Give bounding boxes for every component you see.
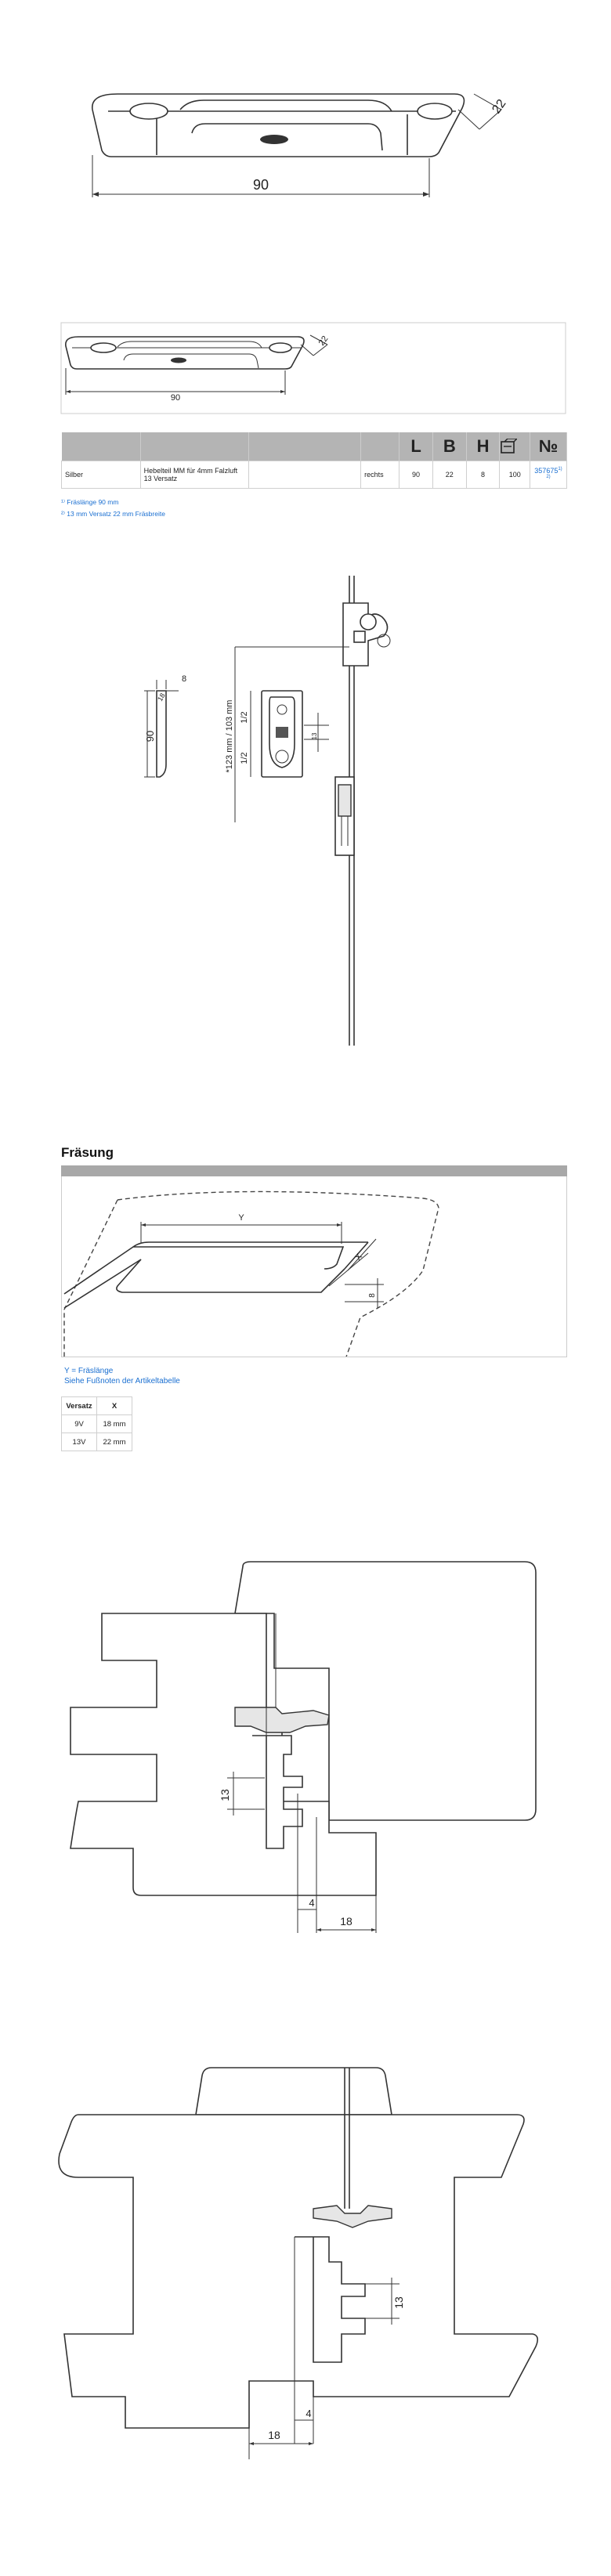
table-row <box>62 1433 132 1451</box>
screw-hole-right <box>418 103 452 119</box>
half-bottom: 1/2 <box>240 752 249 764</box>
dim-height: 22 <box>490 96 509 117</box>
product-table-header <box>62 432 567 461</box>
section-drawing-1 <box>0 1551 611 1958</box>
label-8: 8 <box>368 1293 377 1298</box>
footnote-2: ²⁾ 13 mm Versatz 22 mm Fräsbreite <box>61 510 165 518</box>
fraesung-header-bar <box>61 1165 567 1176</box>
offset-header-versatz: Versatz <box>62 1397 97 1415</box>
fraesung-drawing <box>0 1176 611 1357</box>
table-row <box>62 1415 132 1433</box>
cell-height: 8 <box>466 461 500 489</box>
cell-width: 22 <box>432 461 466 489</box>
product-table <box>61 432 567 489</box>
header-width: B <box>432 432 466 461</box>
header-length: L <box>400 432 433 461</box>
footnote-1: ¹⁾ Fräslänge 90 mm <box>61 498 119 506</box>
cell-side: rechts <box>361 461 400 489</box>
half-top: 1/2 <box>240 711 249 724</box>
section1-dim-13: 13 <box>219 1789 231 1801</box>
frame-body <box>59 2115 537 2428</box>
screw-hole-left <box>130 103 168 119</box>
description-line1: Hebelteil MM für 4mm Falzluft <box>143 467 238 475</box>
label-x: X <box>353 1252 365 1263</box>
fraesung-note-2: Siehe Fußnoten der Artikeltabelle <box>64 1377 180 1386</box>
table-row <box>62 461 567 489</box>
brand-logo-icon <box>260 135 288 144</box>
dim-13-assembly: 13 <box>311 732 318 740</box>
section2-dim-4: 4 <box>306 2408 312 2419</box>
offset-cell: 22 mm <box>97 1433 132 1451</box>
article-number-link[interactable]: 357675 <box>534 467 559 475</box>
section2-dim-18: 18 <box>268 2429 280 2441</box>
dim-90: 90 <box>144 730 156 742</box>
dim-8: 8 <box>182 674 187 684</box>
offset-cell: 18 mm <box>97 1415 132 1433</box>
dim-height-small: 22 <box>316 334 331 348</box>
dim-width: 90 <box>252 177 269 193</box>
description-line2: 13 Versatz <box>143 475 178 482</box>
dim-18: 18 <box>156 692 167 703</box>
product-drawing-large <box>0 63 611 243</box>
assembly-drawing <box>0 572 611 1057</box>
header-height: H <box>466 432 500 461</box>
offset-header-x: X <box>97 1397 132 1415</box>
dim-distance: *123 mm / 103 mm <box>225 699 234 773</box>
section-drawing-2 <box>0 2052 611 2491</box>
header-article-number: № <box>530 432 567 461</box>
product-drawing-small <box>0 320 611 429</box>
cell-color: Silber <box>62 461 141 489</box>
section1-dim-18: 18 <box>340 1915 352 1927</box>
fraesung-title: Fräsung <box>61 1145 114 1160</box>
fraesung-note-1: Y = Fräslänge <box>64 1367 114 1375</box>
cell-description <box>140 461 249 489</box>
article-footnote-ref: 1) 2) <box>546 467 562 479</box>
cell-pack: 100 <box>500 461 530 489</box>
offset-table <box>61 1396 132 1451</box>
cell-length: 90 <box>400 461 433 489</box>
section2-dim-13: 13 <box>392 2296 405 2309</box>
section1-dim-4: 4 <box>309 1897 315 1909</box>
cell-article <box>530 461 567 489</box>
label-y: Y <box>238 1213 244 1223</box>
dim-width-small: 90 <box>170 393 181 403</box>
offset-cell: 9V <box>62 1415 97 1433</box>
pack-icon <box>500 432 530 461</box>
offset-cell: 13V <box>62 1433 97 1451</box>
